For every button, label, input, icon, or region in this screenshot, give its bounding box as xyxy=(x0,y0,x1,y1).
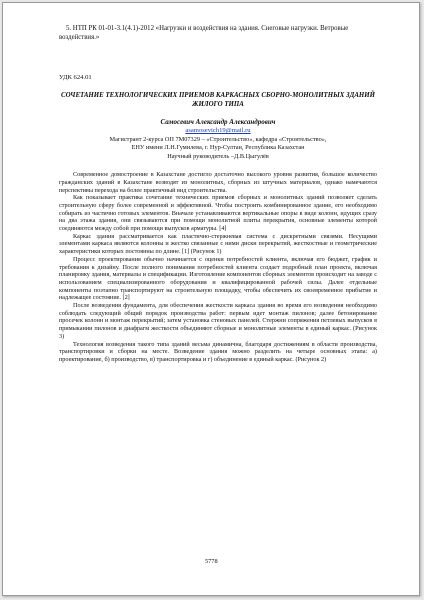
body-paragraph: Как показывает практика сочетание технических приемов сборных и монолитных зданий позволяет сделать строительную сферу более современной и эффективной. Чтобы построить комбинированное здание, его необходимо собирать из частично готовых элементов. Вначале устанавливаются вертикальные опоры в виде колонн, идущих сразу на два этажа здания, они связываются при помощи монолитной плиты перекрытия, основные элементы которой соединяются между собой при помощи выпусков арматуры. [4] xyxy=(59,194,377,233)
body-paragraph: Каркас здания рассматривается как пластично-стержневая система с дискретными связями. Несущими элементами каркаса являются колонны и жестко связанные с ними диски перекрытий, жесткостные и геометрические характеристики которых постоянны по длине. [1] (Рисунок 1) xyxy=(59,232,377,256)
body-paragraph: Технология возведения такого типа зданий весьма динамична, благодаря достижениям в области производства, транспортировки и сборки на месте. Возведение здания можно разделить на четыре основных этапа: а) проектирование, б) производство, в) транспортировка и г) объединение в единый каркас. (Рисунок 2) xyxy=(59,340,377,363)
body-paragraph: Современное домостроение в Казахстане достигло достаточно высокого уровня развития, большое количество гражданских зданий в Казахстане возводят из монолитных, сборных из штучных материалов, однако намечаются перспективы перехода на более практичный вид строительства. xyxy=(59,171,377,194)
document-page xyxy=(2,2,420,596)
udk-code: УДК 624.01 xyxy=(59,74,92,82)
page-content xyxy=(59,25,377,364)
reference-entry: 5. НТП РК 01-01-3.1(4.1)-2012 «Нагрузки и воздействия на здания. Снеговые нагрузки. Ветровые воздействия.» xyxy=(59,25,349,41)
article-title: СОЧЕТАНИЕ ТЕХНОЛОГИЧЕСКИХ ПРИЕМОВ КАРКАСНЫХ СБОРНО-МОНОЛИТНЫХ ЗДАНИЙ ЖИЛОГО ТИПА xyxy=(60,91,376,108)
author-name: Самосевич Александр Александрович xyxy=(160,118,276,127)
body-paragraph: После возведения фундамента, для обеспечения жесткости каркаса здания во время его возведения необходимо соблюдать следующий общий порядок производства работ: первым идет монтаж пилонов; далее бетонирование просечек колонн и монтаж перекрытий; затем установка стеновых панелей. Стержни сопряжения петлевых выпусков в примыкании пилонов и диафрагм жесткости объединяют сборные и монолитные элементы в единый каркас. (Рисунок 3) xyxy=(59,302,377,340)
body-paragraph: Процесс проектирования обычно начинается с оценки потребностей клиента, включая его бюджет, график и требования к дизайну. После полного понимания потребностей клиента создает подробный план проекта, включая планировку здания, материалы и спецификации. Изготовление компонентов сборных элементов происходит на заводе с использованием специализированного оборудования и квалифицированной рабочей силы. Далее отдельные компоненты поэтапно транспортируют на строительную площадку, чтобы обеспечить их своевременное прибытие и надлежащее состояние. [2] xyxy=(59,255,377,302)
affiliation-line: Магистрант 2-курса ОП 7М07329 – «Строительство», кафедра «Строительство», xyxy=(109,135,327,143)
affiliation-line: ЕНУ имени Л.Н.Гумилева, г. Нур-Султан, Республика Казахстан xyxy=(131,144,305,152)
affiliation-line: Научный руководитель –Д.В.Цыгулёв xyxy=(167,152,269,160)
affiliation-block xyxy=(59,136,377,161)
author-email-link[interactable]: asamosevich19@mail.ru xyxy=(185,127,251,135)
page-number: 5778 xyxy=(205,558,218,565)
article-body xyxy=(59,171,377,364)
